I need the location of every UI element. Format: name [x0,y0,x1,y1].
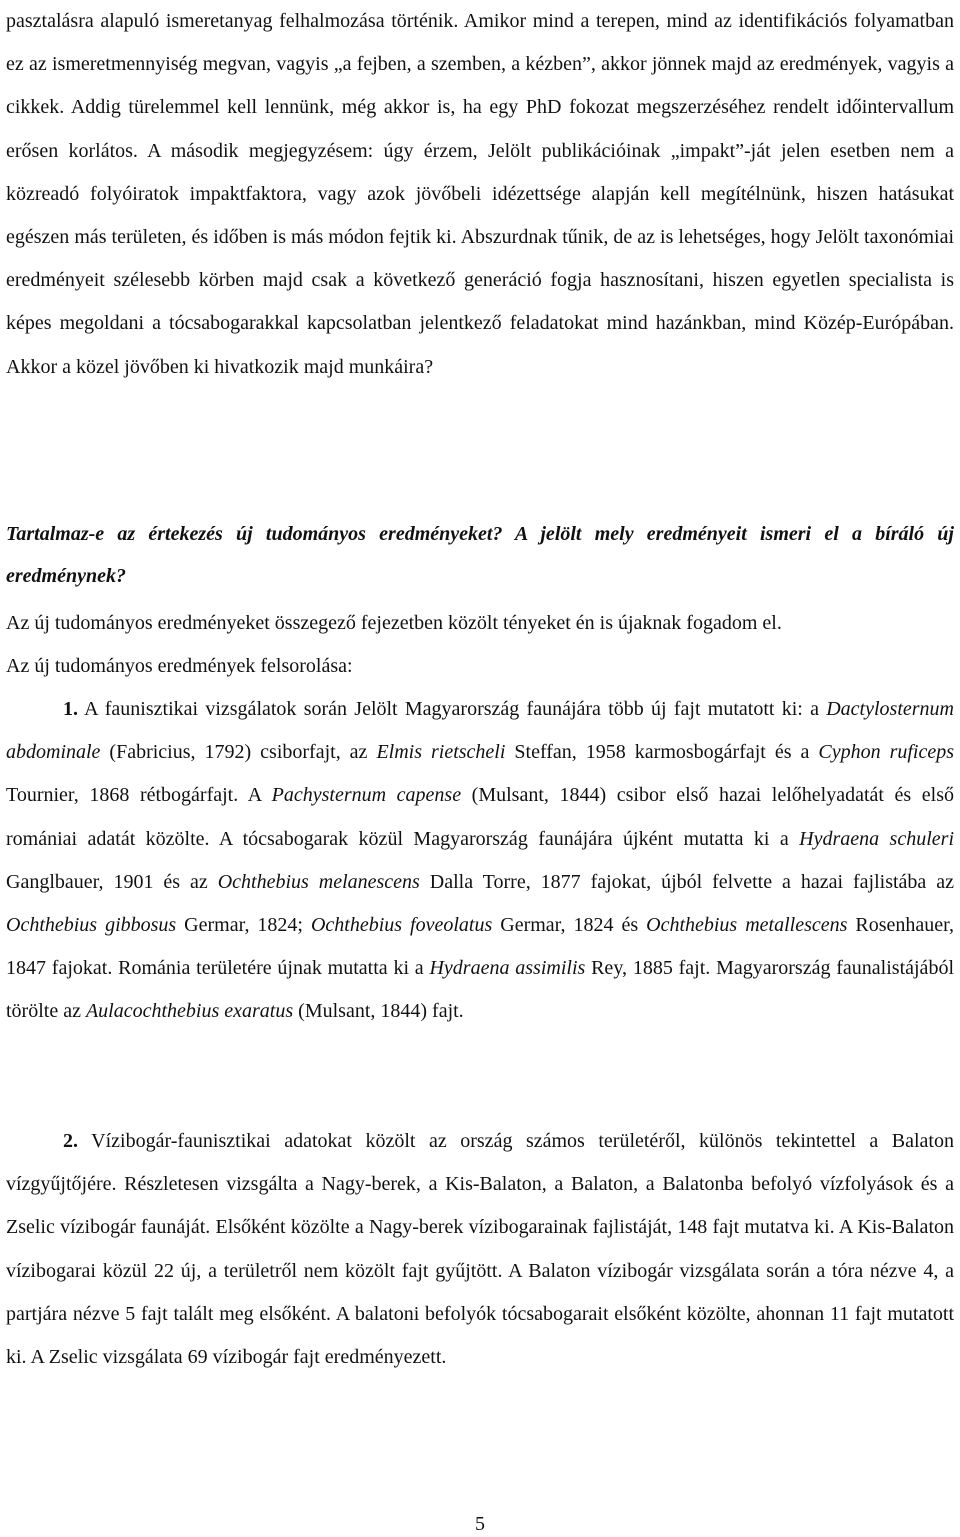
species-name: Hydraena schuleri [799,827,954,850]
item-text: Germar, 1824 és [492,914,647,937]
result-item-2 [6,1120,954,1379]
body-paragraph-top: pasztalásra alapuló ismeretanyag felhalmozása történik. Amikor mind a terepen, mind az identifikációs folyamatban ez az ismeretmennyiség megvan, vagyis „a fejben, a szemben, a kézben”, akkor jönnek majd az eredmények, vagyis a cikkek. Addig türelemmel kell lennünk, még akkor is, ha egy PhD fokozat megszerzéséhez rendelt időintervallum erősen korlátos. A második megjegyzésem: úgy érzem, Jelölt publikációinak „impakt”-ját jelen esetben nem a közreadó folyóiratok impaktfaktora, vagy azok jövőbeli idézettsége alapján kell megítélnünk, hiszen hatásukat egészen más területen, és időben is más módon fejtik ki. Abszurdnak tűnik, de az is lehetséges, hogy Jelölt taxonómiai eredményeit szélesebb körben majd csak a következő generáció fogja hasznosítani, hiszen egyetlen specialista is képes megoldani a tócsabogarakkal kapcsolatban jelentkező feladatokat mind hazánkban, mind Közép-Európában. Akkor a közel jövőben ki hivatkozik majd munkáira? [6,10,954,378]
item-text: Germar, 1824; [176,914,311,937]
species-name: Dactylosternum abdominale [6,698,954,764]
species-name: Elmis rietscheli [376,741,506,764]
species-name: Hydraena assimilis [429,957,586,980]
item-text: Vízibogár-faunisztikai adatokat közölt az ország számos területéről, különös tekintettel a Balaton vízgyűjtőjére. Részletesen vizsgálta a Nagy-berek, a Kis-Balaton, a Balaton, a Balatonba befolyó vízfolyások és a Zselic vízibogár faunáját. Elsőként közölte a Nagy-berek vízibogarainak fajlistáját, 148 fajt mutatva ki. A Kis-Balaton vízibogarai közül 22 új, a területről nem közölt fajt gyűjtött. A Balaton vízibogár vizsgálata során a tóra nézve 4, a partjára nézve 5 fajt talált meg elsőként. A balatoni befolyók tócsabogarait elsőként közölte, ahonnan 11 fajt mutatott ki. A Zselic vizsgálata 69 vízibogár fajt eredményezett. [6,1130,954,1369]
intro-line-1: Az új tudományos eredményeket összegező fejezetben közölt tényeket én is újaknak fogadom el. [6,612,782,634]
intro-block [6,602,954,688]
species-name: Cyphon ruficeps [818,741,955,764]
intro-line-2: Az új tudományos eredmények felsorolása: [6,655,353,677]
item-text: (Mulsant, 1844) csibor első hazai lelőhelyadatát és első romániai adatát közölte. A tócsabogarak közül Magyarország faunájára újként mutatta ki a [6,784,955,850]
item-number: 1. [63,698,78,720]
species-name: Pachysternum capense [271,784,462,807]
page-number: 5 [475,1513,485,1535]
section-heading: Tartalmaz-e az értekezés új tudományos eredményeket? A jelölt mely eredményeit ismeri el a bíráló új eredménynek? [6,523,954,587]
item-text: (Mulsant, 1844) fajt. [293,1000,464,1023]
species-name: Ochthebius metallescens [646,914,848,937]
item-text: Rey, 1885 fajt. Magyarország faunalistájából törölte az [6,957,954,1023]
species-name: Ochthebius gibbosus [6,914,177,937]
item-text: Tournier, 1868 rétbogárfajt. A [6,784,272,807]
species-name: Ochthebius foveolatus [310,914,493,937]
item-text: Dalla Torre, 1877 fajokat, újból felvette a hazai fajlistába az [419,870,955,893]
item-text: Ganglbauer, 1901 és az [6,870,218,893]
species-name: Ochthebius melanescens [217,870,420,893]
result-item-1 [6,688,954,1034]
item-text: Rosenhauer, 1847 fajokat. Románia területére újnak mutatta ki a [6,914,954,980]
item-text: A faunisztikai vizsgálatok során Jelölt Magyarország faunájára több új fajt mutatott ki: a [78,698,827,720]
item-text: Steffan, 1958 karmosbogárfajt és a [505,741,819,764]
species-name: Aulacochthebius exaratus [85,1000,294,1023]
item-number: 2. [63,1130,78,1152]
item-text: (Fabricius, 1792) csiborfajt, az [100,741,377,764]
